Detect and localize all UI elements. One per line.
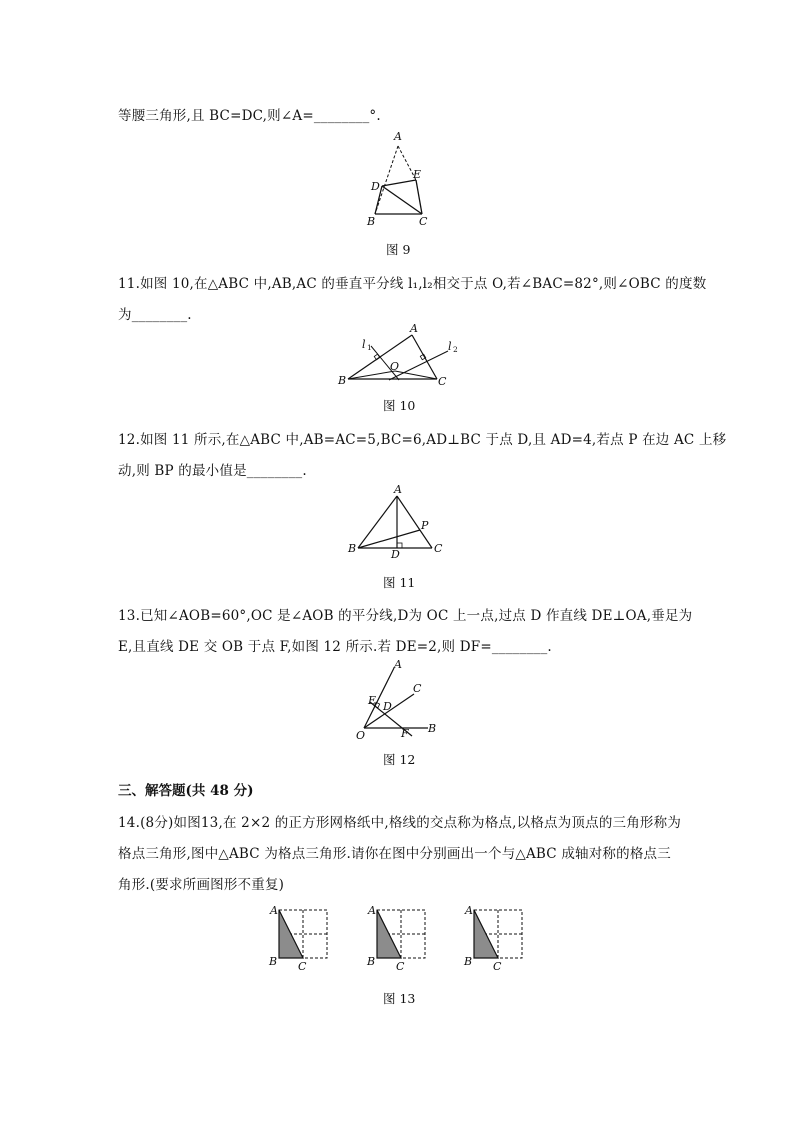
- fig11-label-a: A: [394, 483, 402, 496]
- figure-10: [335, 322, 465, 392]
- fig13-caption: 图 13: [383, 991, 416, 1006]
- figure-13-grid-2: [365, 902, 435, 974]
- q12-line1: 12.如图 11 所示,在△ABC 中,AB=AC=5,BC=6,AD⊥BC 于点 D,且 AD=4,若点 P 在边 AC 上移: [118, 432, 727, 448]
- fig9-ec: [416, 180, 422, 214]
- fig11-label-c: C: [434, 542, 443, 555]
- grid2-label-a: A: [368, 904, 376, 917]
- grid1-label-a: A: [270, 904, 278, 917]
- fig10-label-l2: l: [448, 340, 452, 353]
- fig12-label-d: D: [383, 700, 392, 713]
- figure-13-grid-3: [462, 902, 532, 974]
- figure-12: [350, 656, 450, 746]
- figure-9: [360, 128, 440, 228]
- fig9-caption: 图 9: [386, 242, 411, 257]
- q14-line1: 14.(8分)如图13,在 2×2 的正方形网格纸中,格线的交点称为格点,以格点为顶点的三角形称为: [118, 815, 682, 831]
- fig11-caption: 图 11: [383, 575, 416, 590]
- fig10-label-o: O: [390, 360, 400, 373]
- grid1-label-b: B: [269, 955, 278, 968]
- fig12-caption: 图 12: [383, 752, 416, 767]
- fig9-de: [382, 180, 416, 186]
- section-heading: 三、解答题(共 48 分): [118, 783, 254, 799]
- q11-line2: 为________.: [118, 307, 192, 323]
- fig10-label-l1-sub: 1: [367, 343, 372, 352]
- fig10-bo: [348, 371, 395, 379]
- fig12-label-o: O: [356, 729, 366, 742]
- fig10-label-l2-sub: 2: [453, 345, 458, 354]
- fig11-label-d: D: [391, 548, 400, 561]
- fig9-label-c: C: [419, 215, 428, 228]
- q13-line1: 13.已知∠AOB=60°,OC 是∠AOB 的平分线,D为 OC 上一点,过点 D 作直线 DE⊥OA,垂足为: [118, 608, 693, 624]
- fig11-label-b: B: [348, 542, 357, 555]
- fig10-label-a: A: [410, 322, 418, 335]
- fig9-label-e: E: [413, 168, 422, 181]
- q14-line2: 格点三角形,图中△ABC 为格点三角形.请你在图中分别画出一个与△ABC 成轴对称的格点三: [118, 846, 671, 862]
- q12-line2: 动,则 BP 的最小值是________.: [118, 463, 307, 479]
- fig12-label-e: E: [368, 694, 377, 707]
- figure-11: [345, 482, 455, 562]
- q10-text: 等腰三角形,且 BC=DC,则∠A=________°.: [118, 108, 381, 124]
- fig12-label-b: B: [428, 722, 437, 735]
- figure-13-grid-1: [266, 902, 336, 974]
- fig9-label-d: D: [371, 180, 380, 193]
- fig9-dc: [382, 186, 422, 214]
- fig12-label-c: C: [413, 682, 422, 695]
- q13-line2: E,且直线 DE 交 OB 于点 F,如图 12 所示.若 DE=2,则 DF=________.: [118, 639, 552, 655]
- fig10-caption: 图 10: [383, 398, 416, 413]
- fig12-label-f: F: [401, 727, 409, 740]
- q14-line3: 角形.(要求所画图形不重复): [118, 877, 285, 893]
- grid1-label-c: C: [298, 960, 307, 973]
- grid2-label-b: B: [367, 955, 376, 968]
- fig9-label-a: A: [394, 130, 402, 143]
- fig9-label-b: B: [367, 215, 376, 228]
- grid2-label-c: C: [396, 960, 405, 973]
- grid3-label-c: C: [493, 960, 502, 973]
- fig10-label-c: C: [438, 375, 447, 388]
- fig11-bp: [358, 530, 420, 548]
- grid3-label-a: A: [465, 904, 473, 917]
- fig10-oc: [395, 371, 437, 379]
- fig12-label-a: A: [394, 658, 402, 671]
- grid3-label-b: B: [464, 955, 473, 968]
- q11-line1: 11.如图 10,在△ABC 中,AB,AC 的垂直平分线 l₁,l₂相交于点 O,若∠BAC=82°,则∠OBC 的度数: [118, 276, 707, 292]
- fig11-ab: [358, 496, 397, 548]
- fig11-label-p: P: [421, 519, 429, 532]
- fig10-label-b: B: [338, 374, 347, 387]
- fig10-label-l1: l: [362, 338, 366, 351]
- fig10-ac: [412, 335, 437, 379]
